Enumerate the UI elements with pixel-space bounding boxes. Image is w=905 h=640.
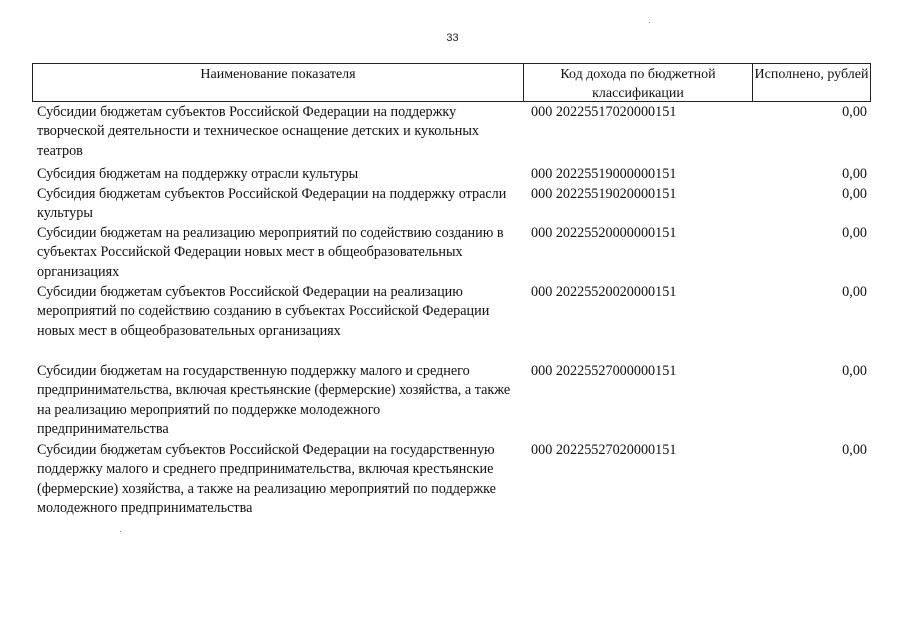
indicator-name: Субсидии бюджетам на государственную поддержку малого и среднего предпринимательства, включая крестьянские (фермерские) хозяйства, а также на реализацию мероприятий по поддержке молодежного предпринимательства (37, 363, 511, 437)
column-header-executed: Исполнено, рублей (754, 67, 869, 82)
executed-amount: 0,00 (842, 442, 867, 458)
indicator-name: Субсидии бюджетам на реализацию мероприятий по содействию созданию в субъектах Российской Федерации новых мест в общеобразовательных организациях (37, 225, 504, 280)
table-row (32, 283, 871, 362)
revenue-code: 000 20225527020000151 (531, 442, 677, 458)
table-body (32, 103, 871, 521)
indicator-name: Субсидии бюджетам субъектов Российской Федерации на поддержку творческой деятельности и техническое оснащение детских и кукольных театров (37, 104, 479, 159)
page-number: 33 (446, 32, 459, 44)
executed-amount: 0,00 (842, 166, 867, 182)
revenue-code: 000 20225520000000151 (531, 225, 677, 241)
revenue-code: 000 20225527000000151 (531, 363, 677, 379)
revenue-code: 000 20225519020000151 (531, 186, 677, 202)
scan-speck (120, 531, 121, 532)
column-header-name: Наименование показателя (33, 64, 524, 101)
scan-speck (649, 22, 650, 23)
revenue-code: 000 20225519000000151 (531, 166, 677, 182)
indicator-name: Субсидии бюджетам субъектов Российской Федерации на государственную поддержку малого и среднего предпринимательства, включая крестьянские (фермерские) хозяйства, а также на реализацию мероприятий по поддержке молодежного предпринимательства (37, 442, 496, 516)
table-row (32, 103, 871, 165)
revenue-code: 000 20225520020000151 (531, 284, 677, 300)
table-row (32, 165, 871, 185)
revenue-code: 000 20225517020000151 (531, 104, 677, 120)
indicator-name: Субсидия бюджетам субъектов Российской Федерации на поддержку отрасли культуры (37, 186, 507, 222)
executed-amount: 0,00 (842, 104, 867, 120)
table-row (32, 362, 871, 441)
executed-amount: 0,00 (842, 225, 867, 241)
column-header-code: Код дохода по бюджетной классификации (524, 64, 753, 101)
executed-amount: 0,00 (842, 284, 867, 300)
table-row (32, 224, 871, 283)
indicator-name: Субсидии бюджетам субъектов Российской Федерации на реализацию мероприятий по содействию созданию в субъектах Российской Федерации новых мест в общеобразовательных организациях (37, 284, 490, 339)
table-header (32, 63, 871, 102)
executed-amount: 0,00 (842, 363, 867, 379)
table-row (32, 185, 871, 224)
executed-amount: 0,00 (842, 186, 867, 202)
indicator-name: Субсидия бюджетам на поддержку отрасли культуры (37, 166, 359, 182)
table-row (32, 441, 871, 521)
